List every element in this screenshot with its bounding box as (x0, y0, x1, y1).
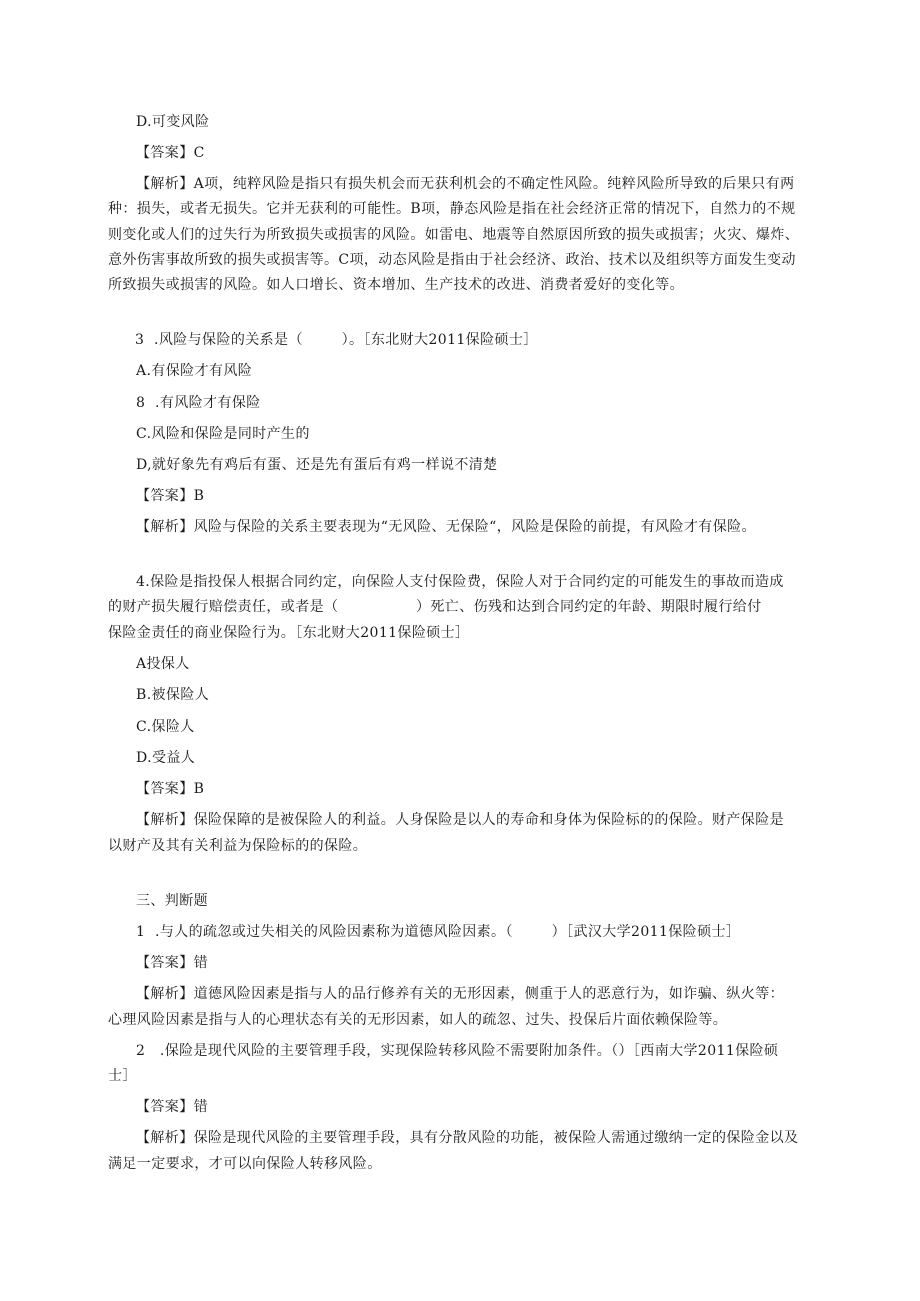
q3-option-b: 8 .有风险才有保险 (136, 395, 261, 411)
j1-analysis-line: 【解析】道德风险因素是指与人的品行修养有关的无形因素，侧重于人的恶意行为，如诈骗、纵火等： (136, 986, 784, 1002)
q4-option-c: C.保险人 (136, 719, 195, 735)
j1-question: 1 .与人的疏忽或过失相关的风险因素称为道德风险因素。（ ）［武汉大学2011保险硕士］ (136, 924, 741, 940)
q3-option-a: A.有保险才有风险 (136, 363, 253, 379)
j2-analysis-line: 满足一定要求，才可以向保险人转移风险。 (108, 1156, 382, 1172)
q2-analysis-line: 种：损失，或者无损失。它并无获利的可能性。B项，静态风险是指在社会经济正常的情况下，自然力的不规 (108, 201, 796, 217)
q3-option-c: C.风险和保险是同时产生的 (136, 426, 310, 442)
q3-answer: 【答案】B (136, 488, 205, 504)
j1-analysis-line: 心理风险因素是指与人的心理状态有关的无形因素，如人的疏忽、过失、投保后片面依赖保险等。 (108, 1012, 728, 1028)
q4-answer: 【答案】B (136, 781, 205, 797)
q4-question-line: 的财产损失履行赔偿责任，或者是（ ）死亡、伤残和达到合同约定的年龄、期限时履行给付 (108, 599, 762, 615)
q4-analysis-line: 以财产及其有关利益为保险标的的保险。 (108, 838, 368, 854)
q4-question-line: 保险金责任的商业保险行为。［东北财大2011保险硕士］ (108, 625, 470, 641)
j2-question-line: 2 .保险是现代风险的主要管理手段，实现保险转移风险不需要附加条件。（）［西南大学2011保险硕 (136, 1043, 779, 1059)
j2-question-line: 士］ (108, 1068, 137, 1084)
q2-analysis-line: 所致损失或损害的风险。如人口增长、资本增加、生产技术的改进、消费者爱好的变化等。 (108, 277, 684, 293)
q4-option-a: A投保人 (136, 656, 190, 672)
j1-answer: 【答案】错 (136, 955, 208, 971)
q3-question: 3 .风险与保险的关系是（ ）。［东北财大2011保险硕士］ (135, 332, 538, 348)
q4-option-d: D.受益人 (136, 750, 196, 766)
section-title-judgment: 三、判断题 (136, 893, 208, 909)
q2-answer: 【答案】C (136, 145, 205, 161)
q3-analysis: 【解析】风险与保险的关系主要表现为“无风险、无保险“，风险是保险的前提，有风险才有保险。 (136, 519, 756, 535)
q4-analysis-line: 【解析】保险保障的是被保险人的利益。人身保险是以人的寿命和身体为保险标的的保险。财产保险是 (136, 812, 784, 828)
q2-analysis-line: 则变化或人们的过失行为所致损失或损害的风险。如雷电、地震等自然原因所致的损失或损害；火灾、爆炸、 (108, 227, 800, 243)
q4-option-b: B.被保险人 (136, 687, 210, 703)
q2-analysis-line: 意外伤害事故所致的损失或损害等。C项，动态风险是指由于社会经济、政治、技术以及组织等方面发生变动 (108, 252, 796, 268)
j2-answer: 【答案】错 (136, 1099, 208, 1115)
j2-analysis-line: 【解析】保险是现代风险的主要管理手段，具有分散风险的功能，被保险人需通过缴纳一定的保险金以及 (136, 1130, 799, 1146)
q2-analysis-line: 【解析】A项，纯粹风险是指只有损失机会而无获利机会的不确定性风险。纯粹风险所导致的后果只有两 (136, 176, 795, 192)
q4-question-line: 4.保险是指投保人根据合同约定，向保险人支付保险费，保险人对于合同约定的可能发生的事故而造成 (136, 574, 784, 590)
q3-option-d: D,就好象先有鸡后有蛋、还是先有蛋后有鸡一样说不清楚 (136, 457, 498, 473)
q2-option-d: D.可变风险 (136, 114, 210, 130)
